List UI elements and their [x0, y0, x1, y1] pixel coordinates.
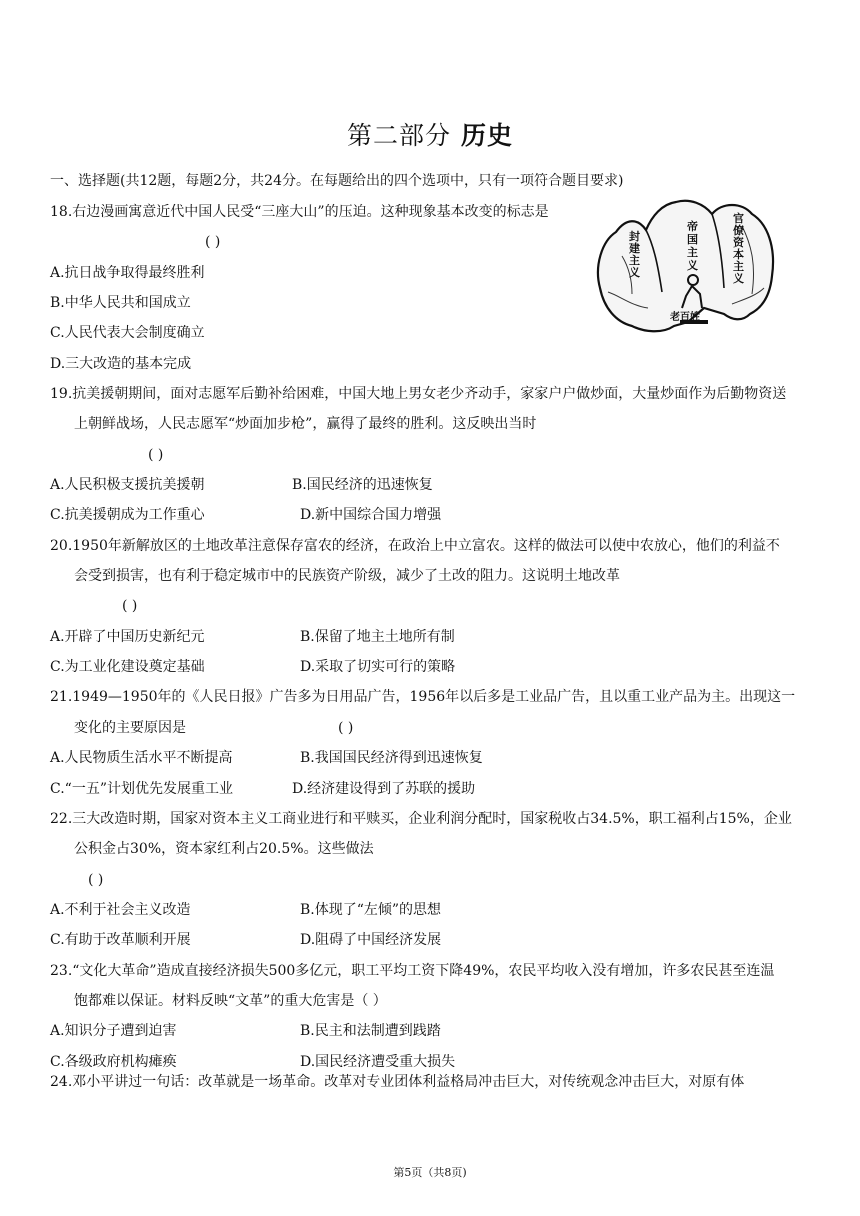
q19-option-d: D.新中国综合国力增强	[300, 507, 442, 523]
q23-option-a: A.知识分子遭到迫害	[50, 1023, 177, 1039]
q20-option-d: D.采取了切实可行的策略	[300, 659, 456, 675]
q23-stem-line1: 23.“文化大革命”造成直接经济损失500多亿元，职工平均工资下降49%，农民平均收入没有增加，许多农民甚至连温	[50, 963, 775, 979]
q21-option-a: A.人民物质生活水平不断提高	[50, 750, 233, 766]
q21-stem-line1: 21.1949—1950年的《人民日报》广告多为日用品广告，1956年以后多是工业品广告，且以重工业产品为主。出现这一	[50, 689, 796, 705]
q18-option-d: D.三大改造的基本完成	[50, 356, 192, 372]
cartoon-label-imperialism: 帝国主义	[687, 220, 698, 272]
q23-stem-line2: 饱都难以保证。材料反映“文革”的重大危害是（ ）	[74, 993, 387, 1009]
q18-answer-blank: ( )	[205, 234, 221, 250]
q18-option-a: A.抗日战争取得最终胜利	[50, 265, 205, 281]
q22-option-d: D.阻碍了中国经济发展	[300, 932, 442, 948]
q23-option-b: B.民主和法制遭到践踏	[300, 1023, 441, 1039]
section-header: 一、选择题(共12题，每题2分，共24分。在每题给出的四个选项中，只有一项符合题目要求)	[50, 173, 624, 189]
q22-stem-line1: 22.三大改造时期，国家对资本主义工商业进行和平赎买，企业利润分配时，国家税收占34.5%，职工福利占15%，企业	[50, 811, 792, 827]
title-subject: 历史	[461, 121, 514, 150]
q19-option-c: C.抗美援朝成为工作重心	[50, 507, 205, 523]
page-title	[0, 116, 860, 152]
q21-option-d: D.经济建设得到了苏联的援助	[292, 781, 476, 797]
q21-stem-line2: 变化的主要原因是	[74, 720, 186, 736]
q21-option-c: C.“一五”计划优先发展重工业	[50, 781, 233, 797]
q18-option-c: C.人民代表大会制度确立	[50, 325, 205, 341]
q20-option-c: C.为工业化建设奠定基础	[50, 659, 205, 675]
cartoon-label-common-people: 老百姓	[670, 312, 700, 323]
q20-option-b: B.保留了地主土地所有制	[300, 629, 455, 645]
q20-stem-line2: 会受到损害，也有利于稳定城市中的民族资产阶级，减少了土改的阻力。这说明土地改革	[74, 568, 620, 584]
q22-option-b: B.体现了“左倾”的思想	[300, 902, 442, 918]
q23-option-d: D.国民经济遭受重大损失	[300, 1054, 456, 1070]
q21-option-b: B.我国国民经济得到迅速恢复	[300, 750, 483, 766]
title-part: 第二部分	[346, 121, 451, 150]
cartoon-label-feudalism: 封建主义	[629, 230, 640, 279]
q23-option-c: C.各级政府机构瘫痪	[50, 1054, 177, 1070]
q19-stem-line1: 19.抗美援朝期间，面对志愿军后勤补给困难，中国大地上男女老少齐动手，家家户户做炒面，大量炒面作为后勤物资送	[50, 386, 787, 402]
q22-answer-blank: ( )	[88, 872, 104, 888]
q18-option-b: B.中华人民共和国成立	[50, 295, 191, 311]
three-mountains-cartoon-image	[592, 196, 778, 346]
q21-answer-blank: ( )	[338, 720, 354, 736]
page-footer: 第5页（共8页)	[393, 1166, 467, 1179]
q22-option-a: A.不利于社会主义改造	[50, 902, 191, 918]
q19-answer-blank: ( )	[148, 447, 164, 463]
q24-stem-line1: 24.邓小平讲过一句话：改革就是一场革命。改革对专业团体利益格局冲击巨大，对传统观念冲击巨大，对原有体	[50, 1074, 745, 1090]
q20-stem-line1: 20.1950年新解放区的土地改革注意保存富农的经济，在政治上中立富农。这样的做法可以使中农放心，他们的利益不	[50, 538, 780, 554]
q18-stem-line1: 18.右边漫画寓意近代中国人民受“三座大山”的压迫。这种现象基本改变的标志是	[50, 204, 549, 220]
q22-option-c: C.有助于改革顺利开展	[50, 932, 191, 948]
q19-stem-line2: 上朝鲜战场，人民志愿军“炒面加步枪”，赢得了最终的胜利。这反映出当时	[74, 416, 537, 432]
q20-answer-blank: ( )	[122, 598, 138, 614]
cartoon-label-bureaucratic-capitalism: 官僚资本主义	[733, 212, 744, 285]
q19-option-a: A.人民积极支援抗美援朝	[50, 477, 205, 493]
q20-option-a: A.开辟了中国历史新纪元	[50, 629, 205, 645]
q19-option-b: B.国民经济的迅速恢复	[292, 477, 433, 493]
q22-stem-line2: 公积金占30%，资本家红利占20.5%。这些做法	[74, 841, 374, 857]
